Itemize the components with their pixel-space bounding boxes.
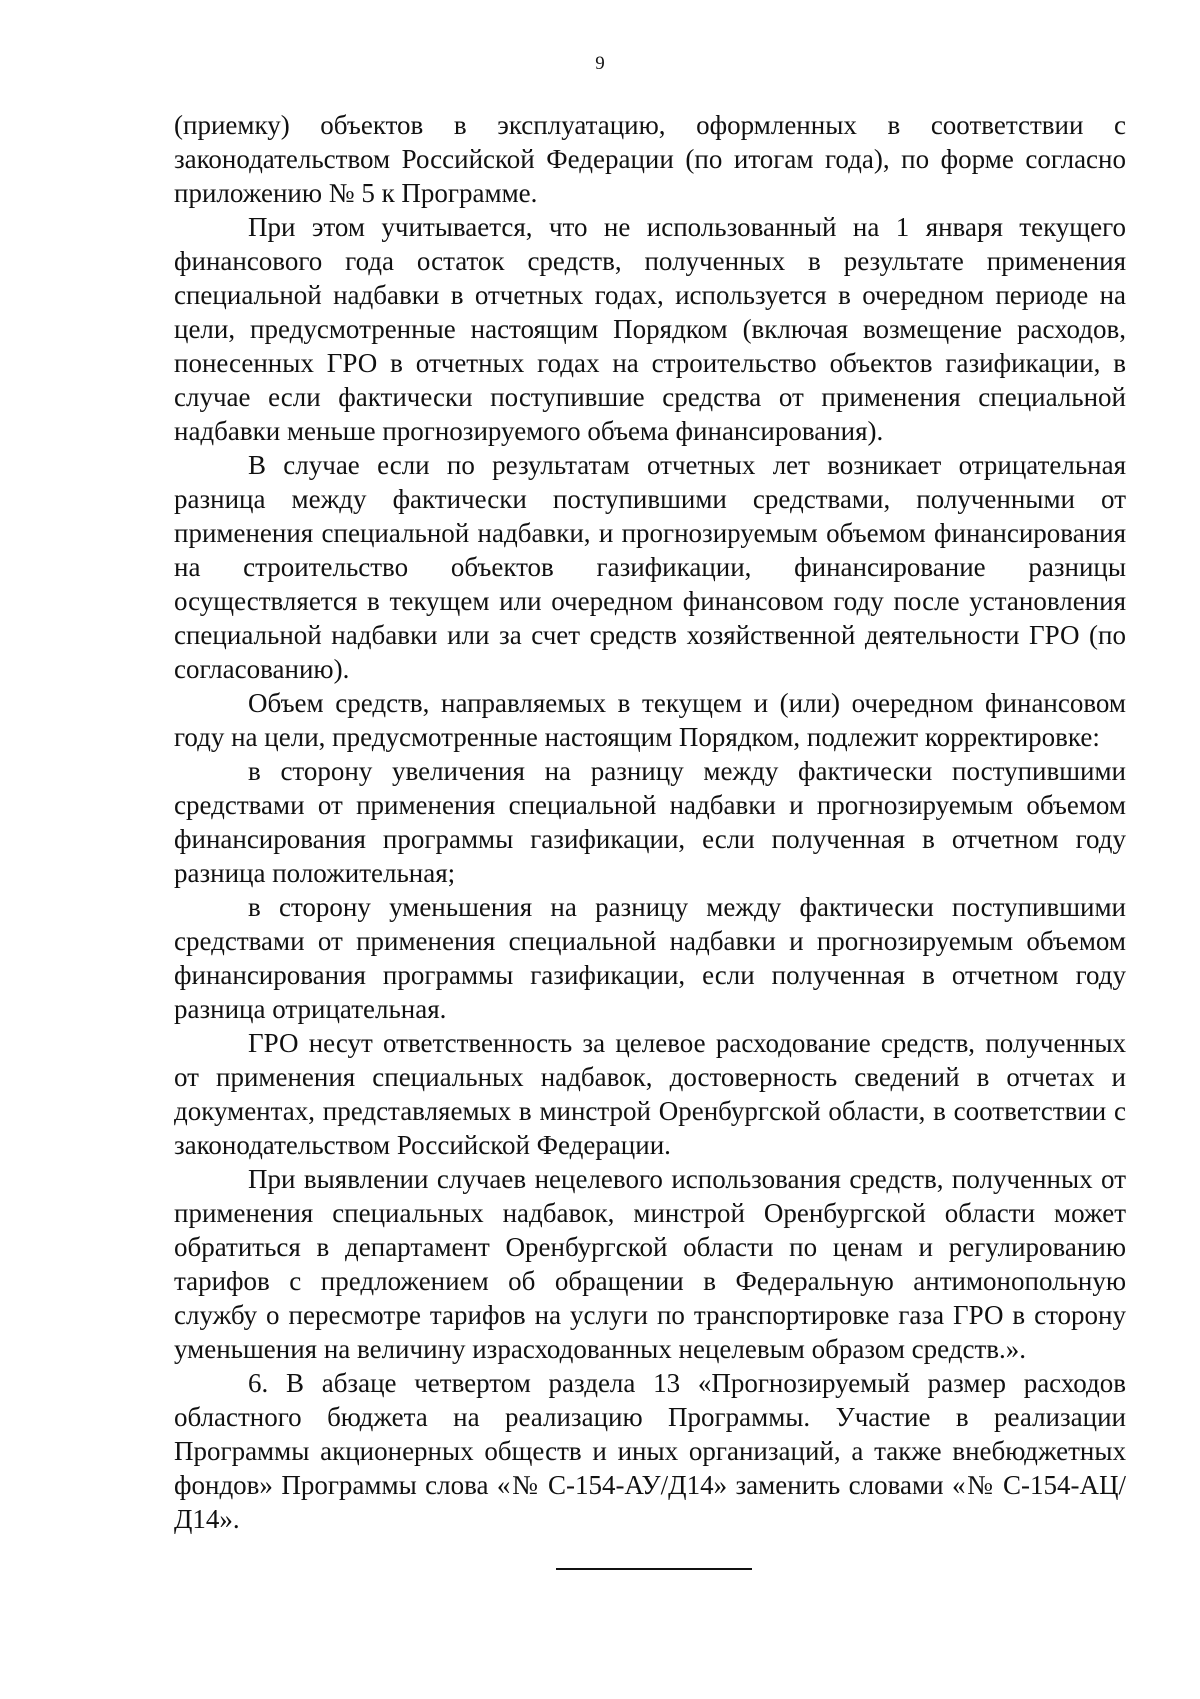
paragraph-8: При выявлении случаев нецелевого использования средств, полученных от применения специальных надбавок, минстрой Оренбургской области может обратиться в департамент Оренбургской области по ценам и регулированию тарифов с предложением об обращении в Федеральную антимонопольную службу о пересмотре тарифов на услуги по транспортировке газа ГРО в сторону уменьшения на величину израсходованных нецелевым образом средств.». <box>174 1164 1126 1364</box>
paragraph-1: (приемку) объектов в эксплуатацию, оформленных в соответствии с законодательством Российской Федерации (по итогам года), по форме согласно приложению № 5 к Программе. <box>174 110 1126 208</box>
paragraph-6: в сторону уменьшения на разницу между фактически поступившими средствами от применения специальной надбавки и прогнозируемым объемом финансирования программы газификации, если полученная в отчетном году разница отрицательная. <box>174 892 1126 1024</box>
page-number: 9 <box>595 53 605 74</box>
paragraph-2: При этом учитывается, что не использованный на 1 января текущего финансового года остаток средств, полученных в результате применения специальной надбавки в отчетных годах, используется в очередном периоде на цели, предусмотренные настоящим Порядком (включая возмещение расходов, понесенных ГРО в отчетных годах на строительство объектов газификации, в случае если фактически поступившие средства от применения специальной надбавки меньше прогнозируемого объема финансирования). <box>174 212 1126 446</box>
end-of-document-divider <box>556 1568 752 1570</box>
document-body <box>174 108 1126 1536</box>
paragraph-4: Объем средств, направляемых в текущем и (или) очередном финансовом году на цели, предусмотренные настоящим Порядком, подлежит корректировке: <box>174 688 1126 752</box>
paragraph-9: 6. В абзаце четвертом раздела 13 «Прогнозируемый размер расходов областного бюджета на реализацию Программы. Участие в реализации Программы акционерных обществ и иных организаций, а также внебюджетных фондов» Программы слова «№ С-154-АУ/Д14» заменить словами «№ С-154-АЦ/Д14». <box>174 1368 1126 1534</box>
paragraph-3: В случае если по результатам отчетных лет возникает отрицательная разница между фактически поступившими средствами, полученными от применения специальной надбавки, и прогнозируемым объемом финансирования на строительство объектов газификации, финансирование разницы осуществляется в текущем или очередном финансовом году после установления специальной надбавки или за счет средств хозяйственной деятельности ГРО (по согласованию). <box>174 450 1126 684</box>
paragraph-7: ГРО несут ответственность за целевое расходование средств, полученных от применения специальных надбавок, достоверность сведений в отчетах и документах, представляемых в минстрой Оренбургской области, в соответствии с законодательством Российской Федерации. <box>174 1028 1126 1160</box>
paragraph-5: в сторону увеличения на разницу между фактически поступившими средствами от применения специальной надбавки и прогнозируемым объемом финансирования программы газификации, если полученная в отчетном году разница положительная; <box>174 756 1126 888</box>
